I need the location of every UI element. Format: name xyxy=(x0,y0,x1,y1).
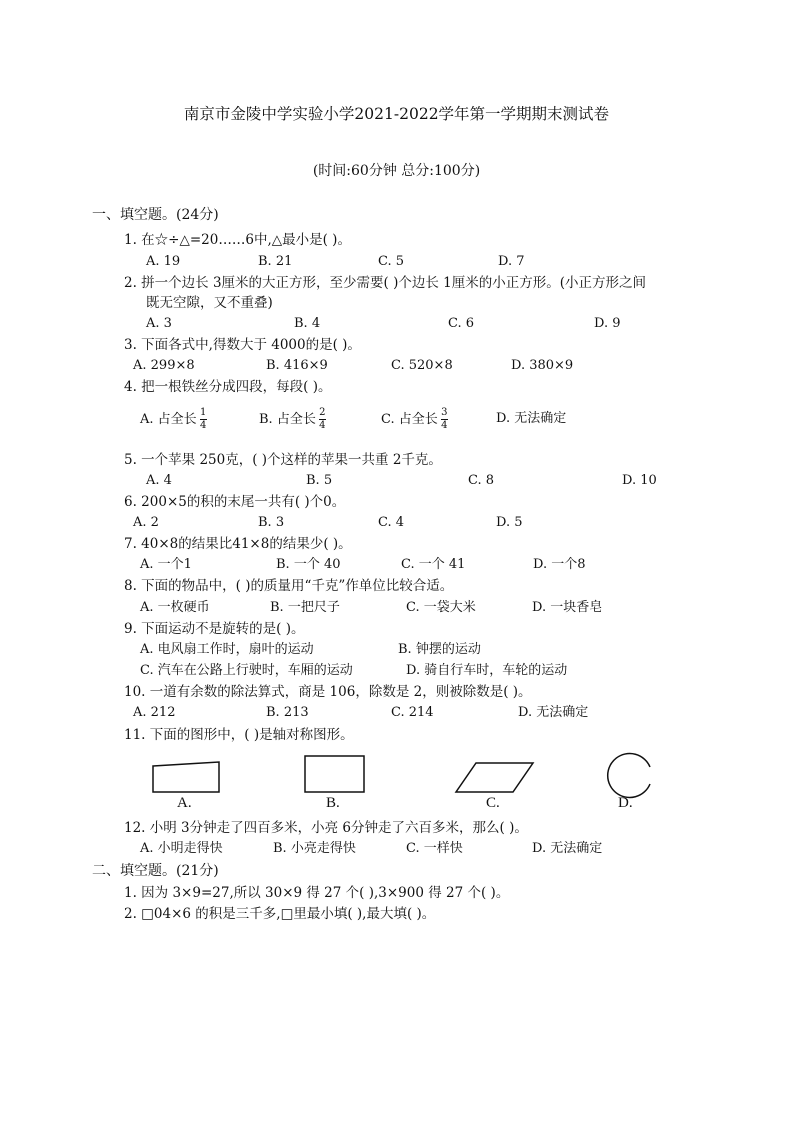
q2-option-d: D. 9 xyxy=(594,316,621,331)
q9-option-d: D. 骑自行车时，车轮的运动 xyxy=(406,663,568,678)
q2-option-c: C. 6 xyxy=(448,316,475,331)
question-3: 3. 下面各式中,得数大于 4000的是( )。 xyxy=(124,337,361,353)
q7-option-d: D. 一个8 xyxy=(533,557,586,572)
q5-option-c: C. 8 xyxy=(468,473,495,488)
question-2: 2. 拼一个边长 3厘米的大正方形，至少需要( )个边长 1厘米的小正方形。(小正方形之间 xyxy=(124,275,647,291)
shape-b-rectangle xyxy=(305,756,364,792)
q1-option-a: A. 19 xyxy=(146,254,181,269)
q5-option-d: D. 10 xyxy=(622,473,657,488)
shape-c-label: C. xyxy=(486,795,500,811)
q1-option-b: B. 21 xyxy=(258,254,293,269)
q5-option-b: B. 5 xyxy=(306,473,333,488)
question-6: 6. 200×5的积的末尾一共有( )个0。 xyxy=(124,494,346,510)
question-10: 10. 一道有余数的除法算式，商是 106，除数是 2，则被除数是( )。 xyxy=(124,684,532,700)
q9-option-c: C. 汽车在公路上行驶时，车厢的运动 xyxy=(140,663,353,678)
q10-option-b: B. 213 xyxy=(266,705,309,720)
q2-option-b: B. 4 xyxy=(294,316,321,331)
section2-question-2: 2. □04×6 的积是三千多,□里最小填( ),最大填( )。 xyxy=(124,906,436,922)
fraction-numerator: 1 xyxy=(199,407,207,418)
q12-option-c: C. 一样快 xyxy=(406,841,463,856)
q4-option-b-label: B. 占全长 xyxy=(259,412,316,427)
q3-option-c: C. 520×8 xyxy=(391,358,453,373)
q12-option-d: D. 无法确定 xyxy=(532,841,603,856)
q4-option-d: D. 无法确定 xyxy=(496,411,567,426)
q9-option-b: B. 钟摆的运动 xyxy=(398,642,481,657)
fraction-numerator: 3 xyxy=(441,407,448,418)
question-5: 5. 一个苹果 250克，( )个这样的苹果一共重 2千克。 xyxy=(124,452,442,468)
q6-option-b: B. 3 xyxy=(258,515,285,530)
question-7: 7. 40×8的结果比41×8的结果少( )。 xyxy=(124,536,352,552)
question-2-continued: 既无空隙，又不重叠) xyxy=(146,295,273,311)
shape-d-label: D. xyxy=(618,795,633,811)
q7-option-b: B. 一个 40 xyxy=(276,557,341,572)
q7-option-c: C. 一个 41 xyxy=(401,557,466,572)
shape-a-trapezoid xyxy=(153,762,219,792)
question-8: 8. 下面的物品中，( )的质量用“千克”作单位比较合适。 xyxy=(124,578,454,594)
q10-option-a: A. 212 xyxy=(133,705,176,720)
section1-heading: 一、填空题。(24分) xyxy=(92,207,219,223)
section2-question-1: 1. 因为 3×9=27,所以 30×9 得 27 个( ),3×900 得 27 个( )。 xyxy=(124,885,510,901)
q9-option-a: A. 电风扇工作时，扇叶的运动 xyxy=(140,642,314,657)
q4-option-c-label: C. 占全长 xyxy=(381,412,438,427)
q10-option-d: D. 无法确定 xyxy=(518,705,589,720)
question-11: 11. 下面的图形中，( )是轴对称图形。 xyxy=(124,727,354,743)
q7-option-a: A. 一个1 xyxy=(140,557,192,572)
shape-a-label: A. xyxy=(177,795,192,811)
q8-option-c: C. 一袋大米 xyxy=(406,600,476,615)
q5-option-a: A. 4 xyxy=(146,473,172,488)
page-title: 南京市金陵中学实验小学2021-2022学年第一学期期末测试卷 xyxy=(183,105,610,123)
q8-option-a: A. 一枚硬币 xyxy=(140,600,210,615)
q12-option-b: B. 小亮走得快 xyxy=(273,841,356,856)
q12-option-a: A. 小明走得快 xyxy=(140,841,223,856)
fraction-numerator: 2 xyxy=(319,407,326,418)
q4-option-a-label: A. 占全长 xyxy=(140,412,197,427)
shape-d-open-circle xyxy=(608,754,650,798)
q3-option-d: D. 380×9 xyxy=(511,358,574,373)
question-4: 4. 把一根铁丝分成四段，每段( )。 xyxy=(124,379,332,395)
fraction-denominator: 4 xyxy=(441,420,448,431)
q6-option-a: A. 2 xyxy=(133,515,159,530)
question-1: 1. 在☆÷△=20……6中,△最小是( )。 xyxy=(124,232,351,248)
q1-option-c: C. 5 xyxy=(378,254,405,269)
q6-option-d: D. 5 xyxy=(496,515,523,530)
section2-heading: 二、填空题。(21分) xyxy=(92,863,219,879)
q1-option-d: D. 7 xyxy=(498,254,525,269)
fraction-denominator: 4 xyxy=(199,420,207,431)
q10-option-c: C. 214 xyxy=(391,705,434,720)
question-12: 12. 小明 3分钟走了四百多米，小亮 6分钟走了六百多米，那么( )。 xyxy=(124,820,528,836)
exam-info: (时间:60分钟 总分:100分) xyxy=(312,163,481,179)
q6-option-c: C. 4 xyxy=(378,515,405,530)
fraction-denominator: 4 xyxy=(319,420,326,431)
q3-option-b: B. 416×9 xyxy=(266,358,328,373)
q8-option-b: B. 一把尺子 xyxy=(270,600,340,615)
shape-c-parallelogram xyxy=(456,763,533,792)
q8-option-d: D. 一块香皂 xyxy=(532,600,603,615)
q3-option-a: A. 299×8 xyxy=(133,358,195,373)
question-9: 9. 下面运动不是旋转的是( )。 xyxy=(124,621,305,637)
shape-b-label: B. xyxy=(326,795,340,811)
q2-option-a: A. 3 xyxy=(146,316,172,331)
